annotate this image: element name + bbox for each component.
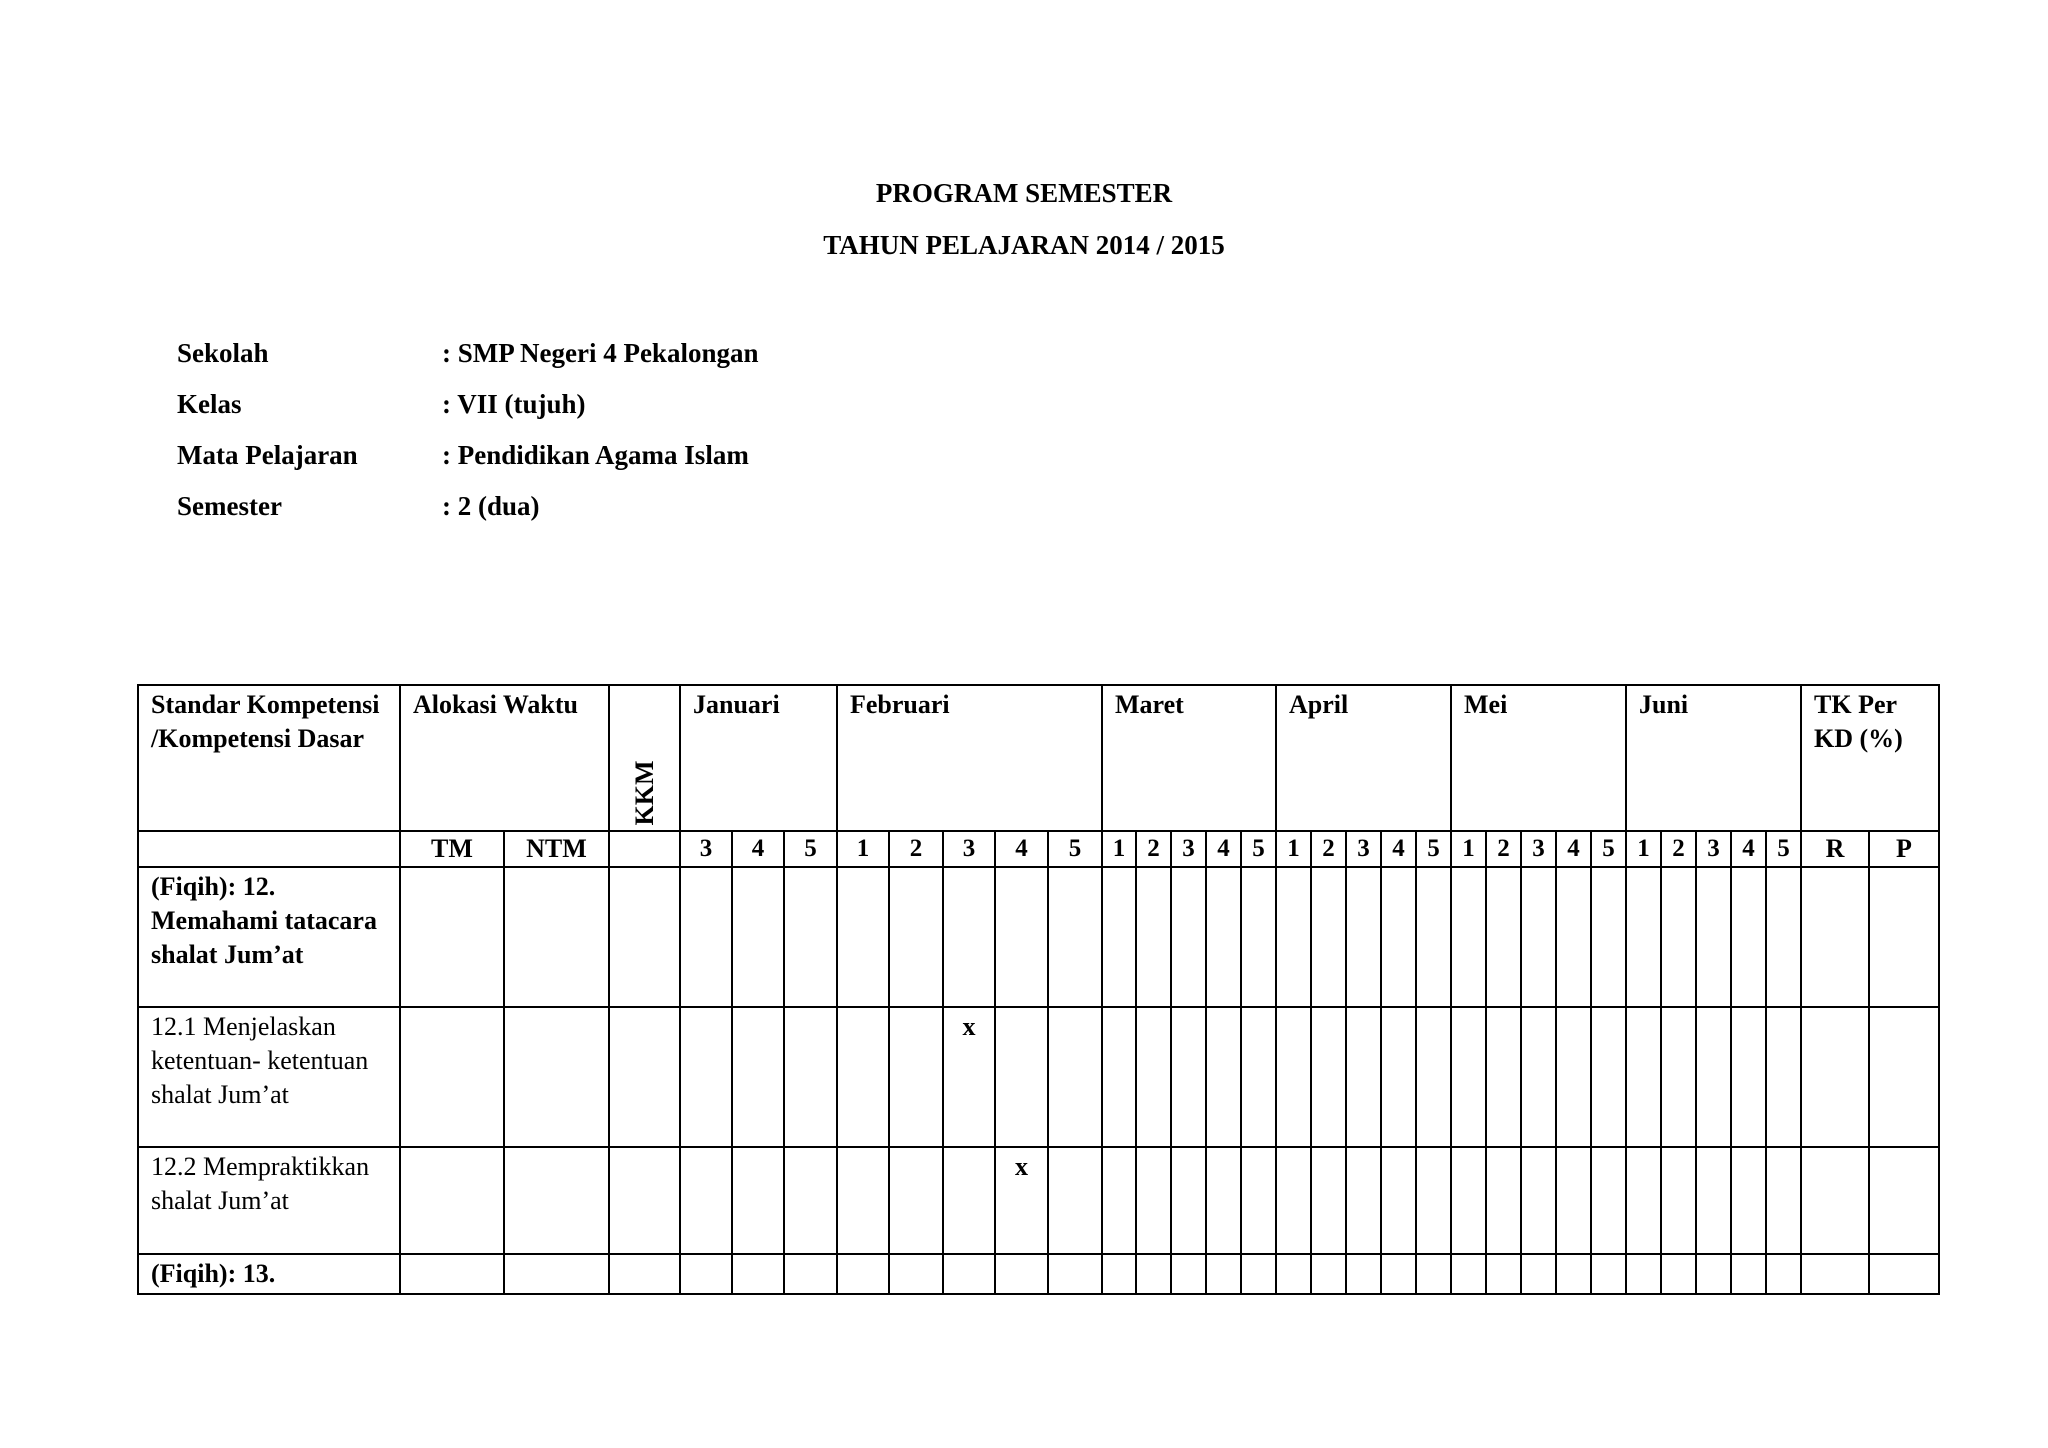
week-cell	[889, 1007, 943, 1147]
week-cell	[1486, 1007, 1521, 1147]
info-label: Sekolah	[177, 338, 269, 368]
week-cell	[837, 867, 889, 1007]
week-cell	[1661, 1254, 1696, 1294]
semester-program-table	[137, 684, 1940, 1295]
week-cell	[1451, 1254, 1486, 1294]
header-kkm-cell	[609, 685, 680, 831]
week-cell	[1556, 1147, 1591, 1254]
week-cell	[1766, 1147, 1801, 1254]
week-cell	[1661, 1007, 1696, 1147]
week-number: 2	[1136, 831, 1171, 867]
info-value: : Pendidikan Agama Islam	[442, 440, 749, 470]
week-cell	[1416, 1007, 1451, 1147]
info-row-kelas	[177, 379, 758, 430]
week-number: 2	[1311, 831, 1346, 867]
week-cell	[1521, 1254, 1556, 1294]
week-cell	[1416, 1254, 1451, 1294]
week-cell	[1276, 1254, 1311, 1294]
info-label: Semester	[177, 491, 282, 521]
info-value: : SMP Negeri 4 Pekalongan	[442, 338, 759, 368]
week-cell	[1626, 1007, 1661, 1147]
week-cell	[995, 1254, 1048, 1294]
schedule-mark: x	[995, 1147, 1048, 1254]
week-cell	[1486, 867, 1521, 1007]
week-cell	[1136, 1147, 1171, 1254]
week-cell	[1766, 1254, 1801, 1294]
week-cell	[1136, 1007, 1171, 1147]
week-cell	[1766, 867, 1801, 1007]
week-cell	[1136, 867, 1171, 1007]
competency-label: (Fiqih): 13.	[138, 1254, 400, 1294]
week-number: 3	[680, 831, 732, 867]
subheader-p: P	[1869, 831, 1939, 867]
alokasi-tm-cell	[400, 1007, 504, 1147]
week-cell	[1521, 867, 1556, 1007]
subheader-tm: TM	[400, 831, 504, 867]
week-cell	[1521, 1147, 1556, 1254]
competency-label: 12.1 Menjelaskan ketentuan- ketentuan shalat Jum’at	[138, 1007, 400, 1147]
week-number: 2	[889, 831, 943, 867]
header-tk-per-kd: TK Per KD (%)	[1801, 685, 1939, 831]
week-cell	[1206, 1147, 1241, 1254]
week-number: 1	[837, 831, 889, 867]
week-number: 5	[1416, 831, 1451, 867]
kkm-cell	[609, 1254, 680, 1294]
week-number: 1	[1276, 831, 1311, 867]
week-cell	[784, 1254, 837, 1294]
week-cell	[837, 1254, 889, 1294]
week-number: 4	[995, 831, 1048, 867]
week-cell	[784, 1007, 837, 1147]
week-number: 2	[1486, 831, 1521, 867]
info-row-mapel	[177, 430, 758, 481]
week-cell	[943, 1147, 995, 1254]
week-cell	[1731, 867, 1766, 1007]
competency-label: 12.2 Mempraktikkan shalat Jum’at	[138, 1147, 400, 1254]
tk-p-cell	[1869, 867, 1939, 1007]
week-cell	[1102, 1007, 1136, 1147]
kkm-cell	[609, 1007, 680, 1147]
week-cell	[1136, 1254, 1171, 1294]
tk-p-cell	[1869, 1007, 1939, 1147]
week-cell	[1206, 1007, 1241, 1147]
info-label: Kelas	[177, 389, 242, 419]
week-cell	[1171, 1254, 1206, 1294]
tk-r-cell	[1801, 1254, 1869, 1294]
alokasi-tm-cell	[400, 867, 504, 1007]
header-month-mei: Mei	[1451, 685, 1626, 831]
week-number: 1	[1102, 831, 1136, 867]
subheader-blank	[138, 831, 400, 867]
header-month-april: April	[1276, 685, 1451, 831]
week-number: 3	[1171, 831, 1206, 867]
week-cell	[1661, 867, 1696, 1007]
week-cell	[1696, 1147, 1731, 1254]
week-number: 5	[1591, 831, 1626, 867]
kkm-cell	[609, 1147, 680, 1254]
week-number: 4	[1381, 831, 1416, 867]
week-number: 2	[1661, 831, 1696, 867]
week-cell	[837, 1007, 889, 1147]
week-cell	[1591, 867, 1626, 1007]
week-cell	[1346, 1254, 1381, 1294]
week-cell	[1206, 867, 1241, 1007]
subheader-r: R	[1801, 831, 1869, 867]
tk-r-cell	[1801, 867, 1869, 1007]
week-number: 5	[1048, 831, 1102, 867]
table-row	[138, 1147, 1939, 1254]
week-cell	[1346, 867, 1381, 1007]
competency-label: (Fiqih): 12. Memahami tatacara shalat Jum’at	[138, 867, 400, 1007]
week-cell	[889, 1147, 943, 1254]
week-cell	[1048, 867, 1102, 1007]
week-cell	[1241, 867, 1276, 1007]
week-cell	[1556, 1254, 1591, 1294]
week-cell	[1626, 1147, 1661, 1254]
academic-year: TAHUN PELAJARAN 2014 / 2015	[823, 230, 1225, 260]
header-standar-kompetensi: Standar Kompetensi /Kompetensi Dasar	[138, 685, 400, 831]
week-number: 3	[1521, 831, 1556, 867]
week-number: 5	[1766, 831, 1801, 867]
week-cell	[1381, 1254, 1416, 1294]
document-title: PROGRAM SEMESTER	[875, 178, 1173, 208]
week-cell	[943, 867, 995, 1007]
alokasi-ntm-cell	[504, 867, 609, 1007]
week-cell	[1381, 1147, 1416, 1254]
week-cell	[1451, 1007, 1486, 1147]
week-cell	[1486, 1147, 1521, 1254]
week-cell	[1241, 1007, 1276, 1147]
info-row-sekolah	[177, 328, 758, 379]
week-number: 3	[1346, 831, 1381, 867]
alokasi-ntm-cell	[504, 1254, 609, 1294]
header-month-juni: Juni	[1626, 685, 1801, 831]
week-cell	[1731, 1147, 1766, 1254]
week-cell	[889, 1254, 943, 1294]
week-cell	[1696, 1254, 1731, 1294]
week-cell	[1206, 1254, 1241, 1294]
subheader-kkm-blank	[609, 831, 680, 867]
week-cell	[1311, 867, 1346, 1007]
week-number: 1	[1451, 831, 1486, 867]
week-cell	[732, 1007, 784, 1147]
week-cell	[784, 867, 837, 1007]
week-cell	[1171, 867, 1206, 1007]
week-cell	[1276, 1147, 1311, 1254]
subheader-ntm: NTM	[504, 831, 609, 867]
kkm-cell	[609, 867, 680, 1007]
week-cell	[1241, 1147, 1276, 1254]
week-number: 5	[784, 831, 837, 867]
week-cell	[1102, 1147, 1136, 1254]
table-row	[138, 867, 1939, 1007]
week-cell	[1451, 1147, 1486, 1254]
school-info	[177, 328, 758, 532]
week-cell	[1591, 1254, 1626, 1294]
week-cell	[1381, 1007, 1416, 1147]
week-cell	[1696, 867, 1731, 1007]
week-cell	[1311, 1147, 1346, 1254]
header-month-maret: Maret	[1102, 685, 1276, 831]
week-cell	[732, 867, 784, 1007]
week-number: 4	[732, 831, 784, 867]
week-cell	[680, 1007, 732, 1147]
week-cell	[995, 867, 1048, 1007]
week-cell	[1102, 1254, 1136, 1294]
alokasi-ntm-cell	[504, 1007, 609, 1147]
week-cell	[1416, 1147, 1451, 1254]
week-cell	[1556, 867, 1591, 1007]
table-row	[138, 1007, 1939, 1147]
week-cell	[1048, 1147, 1102, 1254]
alokasi-tm-cell	[400, 1254, 504, 1294]
week-cell	[680, 1254, 732, 1294]
week-number: 4	[1206, 831, 1241, 867]
week-cell	[1048, 1007, 1102, 1147]
week-cell	[995, 1007, 1048, 1147]
week-cell	[837, 1147, 889, 1254]
week-number: 3	[943, 831, 995, 867]
week-cell	[1521, 1007, 1556, 1147]
info-label: Mata Pelajaran	[177, 440, 358, 470]
week-cell	[732, 1254, 784, 1294]
week-cell	[1346, 1007, 1381, 1147]
tk-p-cell	[1869, 1147, 1939, 1254]
info-row-semester	[177, 481, 758, 532]
alokasi-ntm-cell	[504, 1147, 609, 1254]
week-cell	[784, 1147, 837, 1254]
week-cell	[732, 1147, 784, 1254]
week-cell	[1591, 1147, 1626, 1254]
week-number: 4	[1731, 831, 1766, 867]
week-number: 4	[1556, 831, 1591, 867]
week-cell	[1102, 867, 1136, 1007]
week-cell	[1626, 867, 1661, 1007]
week-cell	[1048, 1254, 1102, 1294]
week-cell	[1381, 867, 1416, 1007]
week-number: 1	[1626, 831, 1661, 867]
week-cell	[680, 1147, 732, 1254]
tk-r-cell	[1801, 1007, 1869, 1147]
week-cell	[943, 1254, 995, 1294]
week-cell	[1311, 1254, 1346, 1294]
week-cell	[1696, 1007, 1731, 1147]
tk-r-cell	[1801, 1147, 1869, 1254]
week-cell	[1346, 1147, 1381, 1254]
header-alokasi-waktu: Alokasi Waktu	[400, 685, 609, 831]
week-cell	[889, 867, 943, 1007]
week-cell	[1591, 1007, 1626, 1147]
table-row	[138, 1254, 1939, 1294]
week-cell	[1416, 867, 1451, 1007]
week-cell	[1486, 1254, 1521, 1294]
week-cell	[1171, 1007, 1206, 1147]
info-value: : VII (tujuh)	[442, 389, 586, 419]
week-cell	[1276, 1007, 1311, 1147]
week-cell	[1311, 1007, 1346, 1147]
week-number: 3	[1696, 831, 1731, 867]
week-cell	[1241, 1254, 1276, 1294]
week-cell	[1661, 1147, 1696, 1254]
header-month-januari: Januari	[680, 685, 837, 831]
week-cell	[1276, 867, 1311, 1007]
week-cell	[680, 867, 732, 1007]
week-cell	[1556, 1007, 1591, 1147]
week-cell	[1626, 1254, 1661, 1294]
week-cell	[1766, 1007, 1801, 1147]
schedule-mark: x	[943, 1007, 995, 1147]
week-cell	[1731, 1254, 1766, 1294]
info-value: : 2 (dua)	[442, 491, 540, 521]
week-cell	[1731, 1007, 1766, 1147]
week-cell	[1451, 867, 1486, 1007]
header-kkm: KKM	[629, 760, 659, 826]
week-cell	[1171, 1147, 1206, 1254]
week-number: 5	[1241, 831, 1276, 867]
tk-p-cell	[1869, 1254, 1939, 1294]
header-month-februari: Februari	[837, 685, 1102, 831]
alokasi-tm-cell	[400, 1147, 504, 1254]
